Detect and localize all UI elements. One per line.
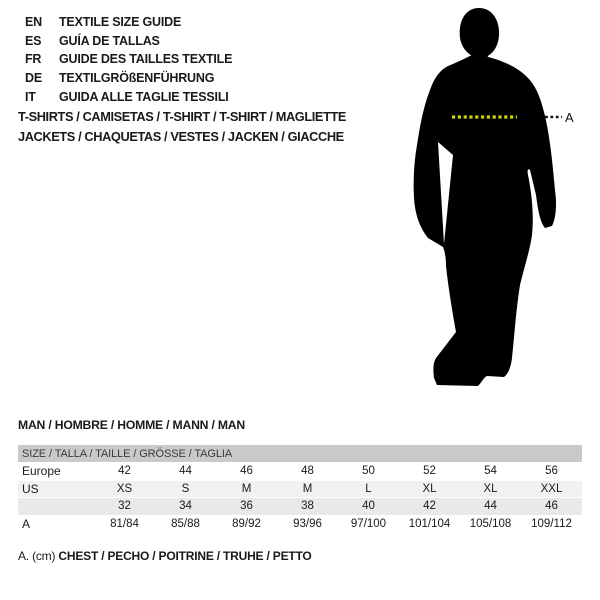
- silhouette-body: [414, 49, 556, 386]
- lang-row-es: [25, 32, 232, 51]
- size-cell: 42: [423, 500, 436, 513]
- size-cell: 46: [545, 500, 558, 513]
- size-cell: 105/108: [469, 517, 512, 530]
- table-row-us: [18, 481, 582, 499]
- size-cell: 89/92: [232, 517, 261, 530]
- silhouette-head: [460, 8, 499, 58]
- section-title-man: MAN / HOMBRE / HOMME / MANN / MAN: [18, 418, 245, 432]
- note-text: CHEST / PECHO / POITRINE / TRUHE / PETTO: [58, 549, 312, 563]
- size-cell: 44: [484, 500, 497, 513]
- size-cell: XS: [116, 482, 133, 495]
- size-cell: 50: [362, 465, 375, 478]
- lang-code: FR: [25, 52, 42, 67]
- note-prefix: A. (cm): [18, 549, 56, 563]
- lang-row-de: [25, 69, 232, 88]
- size-cell: 54: [484, 465, 497, 478]
- lang-code: IT: [25, 89, 36, 104]
- size-table: [18, 445, 582, 533]
- size-cell: 52: [423, 465, 436, 478]
- size-cell: 42: [118, 465, 131, 478]
- size-cell: M: [241, 482, 252, 495]
- size-cell: M: [302, 482, 313, 495]
- size-cell: 101/104: [408, 517, 451, 530]
- size-cell: XL: [422, 482, 437, 495]
- lang-label: TEXTILE SIZE GUIDE: [59, 15, 182, 29]
- size-cell: 109/112: [531, 517, 572, 530]
- measurement-note: [18, 549, 312, 563]
- table-row-chest-a: [18, 516, 582, 534]
- size-cell: XXL: [540, 482, 563, 495]
- size-cell: 32: [118, 500, 131, 513]
- man-figure: [405, 0, 585, 400]
- table-row-numeric: [18, 498, 582, 516]
- size-cell: 36: [240, 500, 253, 513]
- garment-categories: [18, 107, 346, 146]
- row-label: US: [22, 481, 39, 496]
- size-cell: L: [365, 482, 372, 495]
- table-row-europe: [18, 463, 582, 481]
- lang-row-en: [25, 13, 232, 32]
- size-cell: 44: [179, 465, 192, 478]
- language-list: [25, 13, 232, 107]
- size-cell: 85/88: [171, 517, 200, 530]
- lang-label: GUIDA ALLE TAGLIE TESSILI: [59, 89, 229, 104]
- lang-label: GUÍA DE TALLAS: [59, 33, 160, 48]
- row-label: Europe: [22, 464, 61, 479]
- category-jackets: JACKETS / CHAQUETAS / VESTES / JACKEN / GIACCHE: [18, 128, 344, 144]
- size-cell: XL: [483, 482, 498, 495]
- lang-code: ES: [25, 33, 42, 48]
- row-label: A: [22, 516, 31, 531]
- size-cell: 48: [301, 465, 314, 478]
- size-cell: 81/84: [110, 517, 139, 530]
- lang-code: EN: [25, 15, 42, 29]
- table-header: SIZE / TALLA / TAILLE / GRÖSSE / TAGLIA: [18, 445, 582, 463]
- size-cell: 40: [362, 500, 375, 513]
- size-cell: 56: [545, 465, 558, 478]
- size-cell: 46: [240, 465, 253, 478]
- size-cell: 93/96: [293, 517, 322, 530]
- lang-row-fr: [25, 50, 232, 69]
- man-silhouette: [405, 0, 585, 400]
- category-tshirts: T-SHIRTS / CAMISETAS / T-SHIRT / T-SHIRT / MAGLIETTE: [18, 109, 347, 124]
- size-cell: 38: [301, 500, 314, 513]
- size-cell: 97/100: [350, 517, 387, 530]
- lang-row-it: [25, 88, 232, 107]
- lang-code: DE: [25, 71, 42, 86]
- measure-label-a: A: [565, 110, 574, 125]
- size-cell: 34: [179, 500, 192, 513]
- lang-label: GUIDE DES TAILLES TEXTILE: [59, 52, 233, 67]
- size-cell: S: [181, 482, 190, 495]
- lang-label: TEXTILGRÖßENFÜHRUNG: [59, 71, 215, 86]
